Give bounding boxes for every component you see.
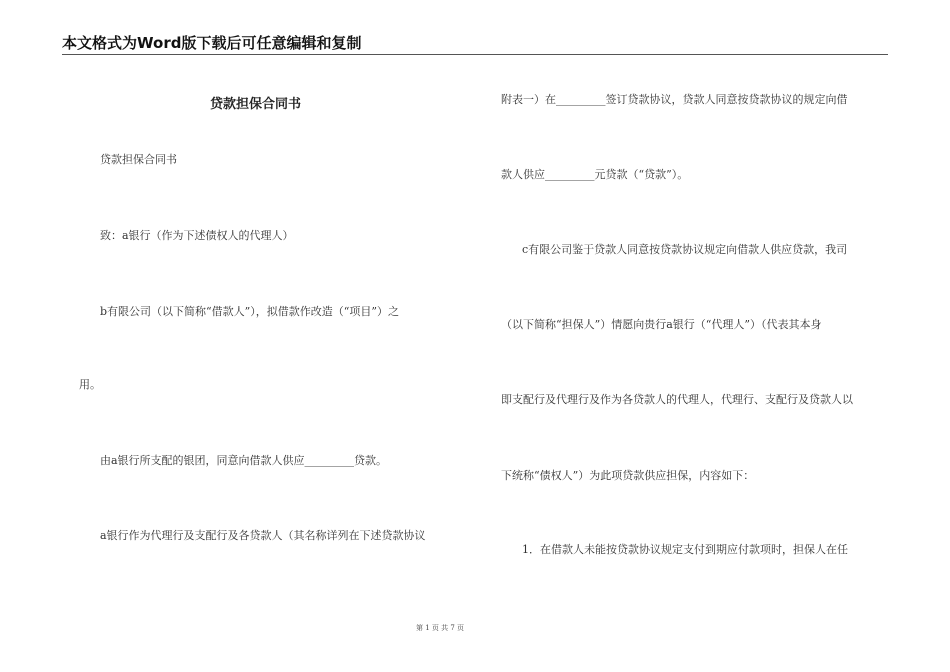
right-paragraph-line: c有限公司鉴于贷款人同意按贷款协议规定向借款人供应贷款，我司 xyxy=(522,243,848,256)
left-paragraph-line: 贷款担保合同书 xyxy=(100,153,177,166)
left-paragraph-line: b有限公司（以下简称“借款人”），拟借款作改造（“项目”）之 xyxy=(100,305,400,318)
document-header-banner: 本文格式为Word版下载后可任意编辑和复制 xyxy=(62,34,362,52)
right-paragraph-line: 附表一）在_________签订贷款协议，贷款人同意按贷款协议的规定向借 xyxy=(501,93,848,106)
right-paragraph-line: 下统称“债权人”）为此项贷款供应担保，内容如下： xyxy=(501,469,755,482)
left-paragraph-line: 用。 xyxy=(79,378,101,391)
right-paragraph-line: 款人供应_________元贷款（“贷款”）。 xyxy=(501,168,689,181)
right-paragraph-line: 即支配行及代理行及作为各贷款人的代理人，代理行、支配行及贷款人以 xyxy=(501,393,853,406)
left-paragraph-line: 由a银行所支配的银团，同意向借款人供应_________贷款。 xyxy=(100,454,388,467)
page-indicator: 第 1 页 共 7 页 xyxy=(415,624,465,632)
document-title: 贷款担保合同书 xyxy=(210,97,302,112)
right-paragraph-line: 1．在借款人未能按贷款协议规定支付到期应付款项时，担保人在任 xyxy=(522,543,848,556)
left-paragraph-line: 致：a银行（作为下述债权人的代理人） xyxy=(100,229,294,242)
right-paragraph-line: （以下简称“担保人”）情愿向贵行a银行（“代理人”）（代表其本身 xyxy=(501,318,822,331)
left-paragraph-line: a银行作为代理行及支配行及各贷款人（其名称详列在下述贷款协议 xyxy=(100,529,426,542)
header-divider xyxy=(62,54,888,55)
